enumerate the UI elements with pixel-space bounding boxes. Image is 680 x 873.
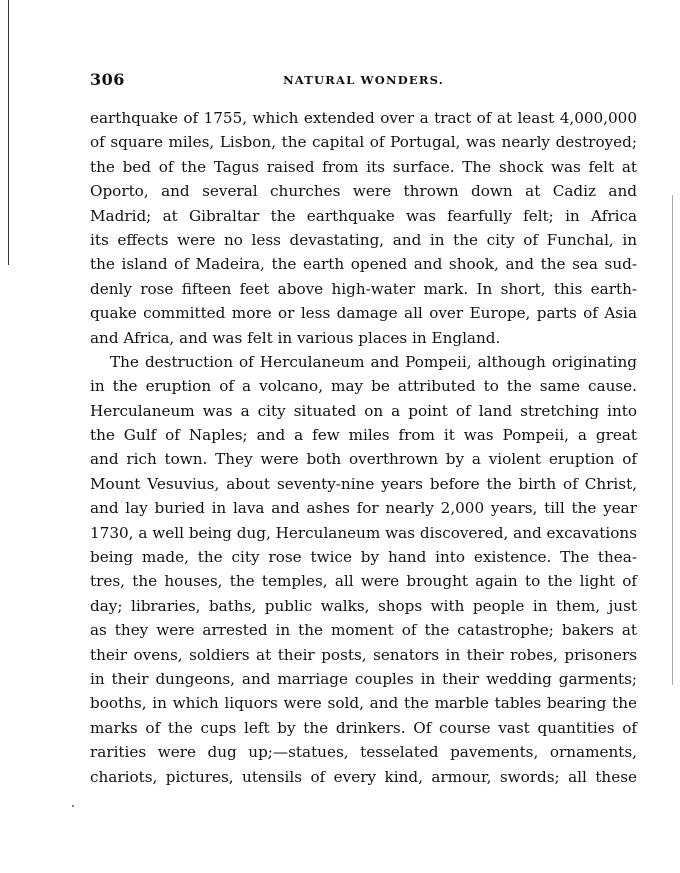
text-line: and rich town. They were both overthrown by a violent eruption of	[90, 450, 637, 469]
paragraph-start-line: The destruction of Herculaneum and Pompeii, although originating	[110, 352, 637, 371]
text-line: Herculaneum was a city situated on a point of land stretching into	[90, 401, 637, 420]
text-line: denly rose fifteen feet above high-water mark. In short, this earth-	[90, 279, 637, 298]
text-line: tres, the houses, the temples, all were brought again to the light of	[90, 572, 637, 591]
text-line: in their dungeons, and marriage couples in their wedding garments;	[90, 669, 637, 688]
text-line: of square miles, Lisbon, the capital of Portugal, was nearly destroyed;	[90, 133, 637, 152]
text-line: marks of the cups left by the drinkers. Of course vast quantities of	[90, 718, 637, 737]
text-line: its effects were no less devastating, and in the city of Funchal, in	[90, 230, 637, 249]
text-line: as they were arrested in the moment of the catastrophe; bakers at	[90, 621, 637, 640]
body-text	[90, 106, 637, 789]
paragraph-end-line: and Africa, and was felt in various places in England.	[90, 328, 501, 347]
page-edge-line-right	[672, 195, 673, 685]
text-line: Mount Vesuvius, about seventy-nine years before the birth of Christ,	[90, 474, 637, 493]
text-line: chariots, pictures, utensils of every kind, armour, swords; all these	[90, 767, 637, 786]
text-line: quake committed more or less damage all over Europe, parts of Asia	[90, 304, 637, 323]
text-line: Madrid; at Gibraltar the earthquake was fearfully felt; in Africa	[90, 206, 637, 225]
page-header	[90, 70, 637, 94]
text-line: day; libraries, baths, public walks, shops with people in them, just	[90, 596, 637, 615]
text-line: the bed of the Tagus raised from its surface. The shock was felt at	[90, 157, 637, 176]
text-line: booths, in which liquors were sold, and the marble tables bearing the	[90, 694, 637, 713]
text-line: and lay buried in lava and ashes for nearly 2,000 years, till the year	[90, 499, 637, 518]
text-line: earthquake of 1755, which extended over a tract of at least 4,000,000	[90, 109, 637, 127]
text-line: the island of Madeira, the earth opened and shook, and the sea sud-	[90, 255, 637, 274]
page-number: 306	[90, 70, 125, 89]
text-line: the Gulf of Naples; and a few miles from it was Pompeii, a great	[90, 426, 637, 445]
text-line: Oporto, and several churches were thrown down at Cadiz and	[90, 182, 637, 201]
text-line: their ovens, soldiers at their posts, senators in their robes, prisoners	[90, 645, 637, 664]
ink-speck	[72, 805, 74, 807]
page-edge-line-left	[8, 0, 9, 265]
text-line: being made, the city rose twice by hand into existence. The thea-	[90, 548, 637, 567]
text-line: rarities were dug up;—statues, tesselated pavements, ornaments,	[90, 743, 637, 762]
text-line: in the eruption of a volcano, may be attributed to the same cause.	[90, 377, 637, 396]
running-title: NATURAL WONDERS.	[283, 73, 444, 87]
text-line: 1730, a well being dug, Herculaneum was discovered, and excavations	[90, 523, 637, 542]
